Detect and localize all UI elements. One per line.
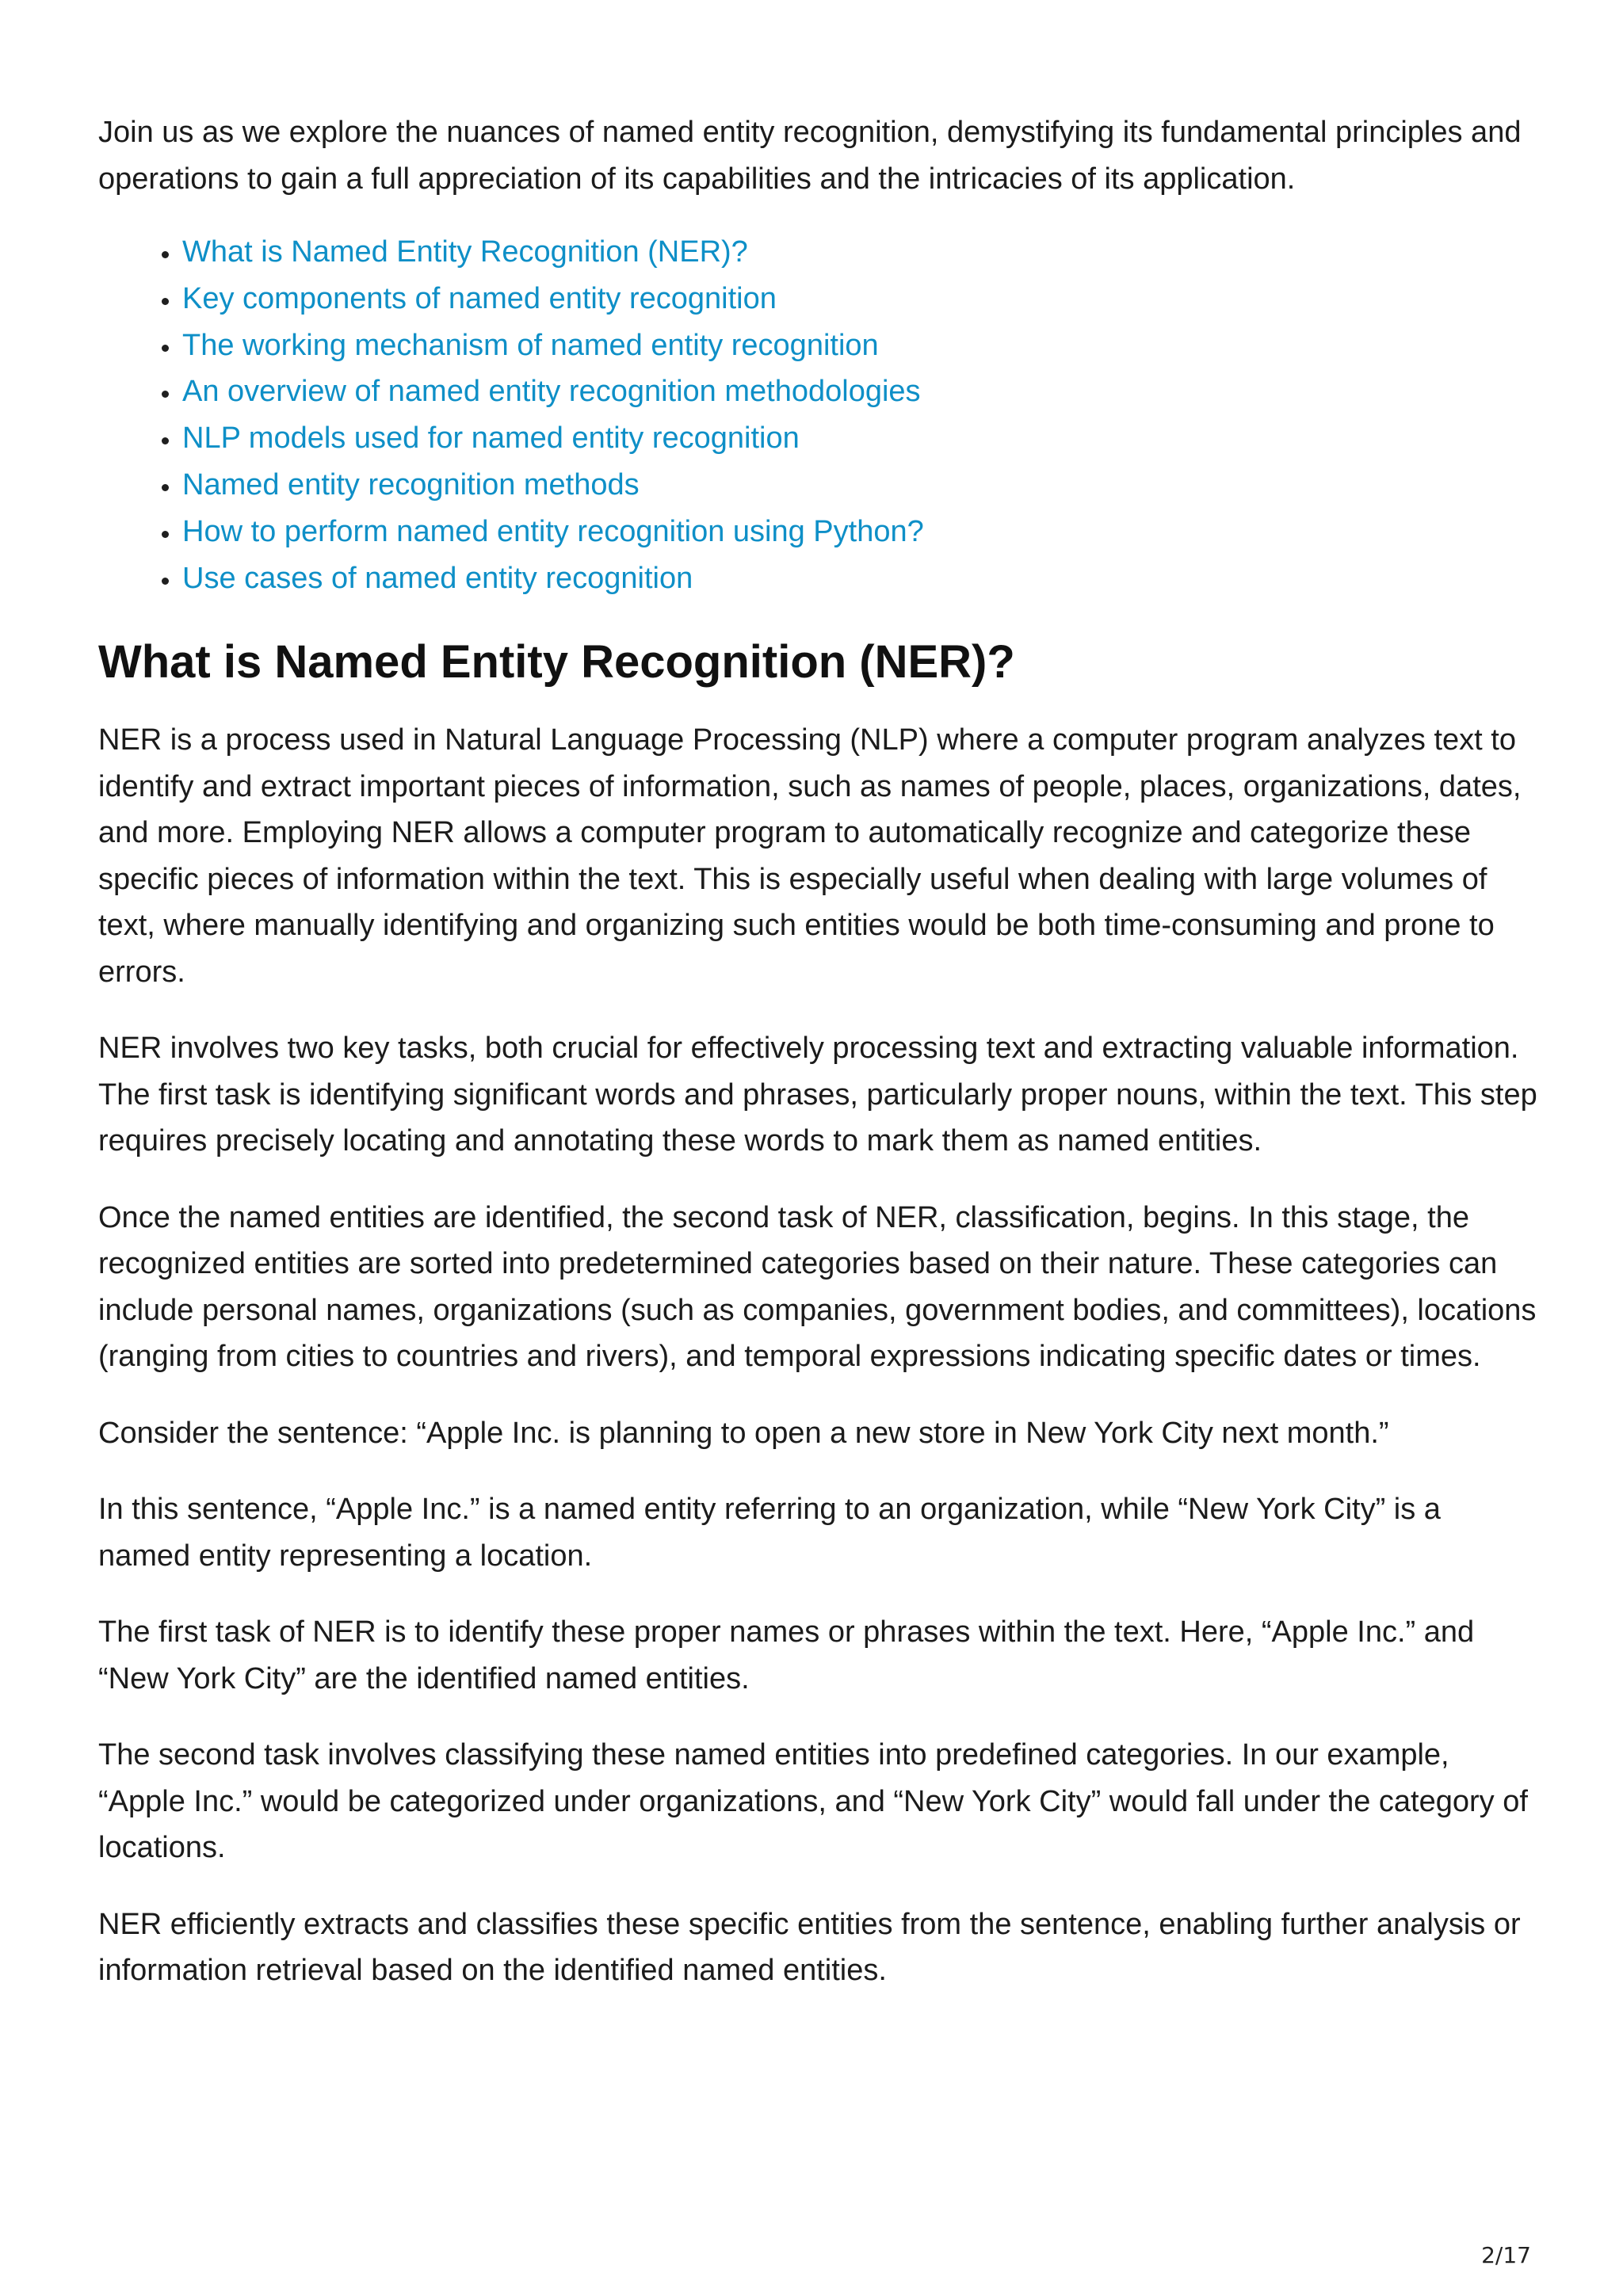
- toc-link-use-cases[interactable]: Use cases of named entity recognition: [182, 561, 693, 595]
- article-body: [98, 109, 1541, 2024]
- body-paragraph: The second task involves classifying these named entities into predefined categories. In our example, “Apple Inc.” would be categorized under organizations, and “New York City” would fall under the category of locations.: [98, 1738, 1528, 1865]
- body-paragraph: Once the named entities are identified, the second task of NER, classification, begins. In this stage, the recognized entities are sorted into predetermined categories based on their nature. These categories can include personal names, organizations (such as companies, government bodies, and committees), locations (ranging from cities to countries and rivers), and temporal expressions indicating specific dates or times.: [98, 1200, 1537, 1374]
- toc-item: [181, 415, 1541, 462]
- table-of-contents: [98, 229, 1541, 601]
- toc-item: [181, 276, 1541, 322]
- intro-paragraph: Join us as we explore the nuances of named entity recognition, demystifying its fundamental principles and operations to gain a full appreciation of its capabilities and the intricacies of its application.: [98, 116, 1522, 196]
- toc-item: [181, 462, 1541, 509]
- toc-item: [181, 229, 1541, 276]
- toc-link-methodologies-overview[interactable]: An overview of named entity recognition methodologies: [182, 375, 921, 409]
- body-paragraph: Consider the sentence: “Apple Inc. is planning to open a new store in New York City next month.”: [98, 1416, 1389, 1450]
- toc-item: [181, 509, 1541, 555]
- body-paragraph: NER involves two key tasks, both crucial for effectively processing text and extracting valuable information. The first task is identifying significant words and phrases, particularly proper nouns, within the text. This step requires precisely locating and annotating these words to mark them as named entities.: [98, 1032, 1537, 1158]
- body-paragraph: The first task of NER is to identify these proper names or phrases within the text. Here, “Apple Inc.” and “New York City” are the identified named entities.: [98, 1615, 1475, 1695]
- body-paragraph: NER is a process used in Natural Language Processing (NLP) where a computer program analyzes text to identify and extract important pieces of information, such as names of people, places, organizations, dates, and more. Employing NER allows a computer program to automatically recognize and categorize these specific pieces of information within the text. This is especially useful when dealing with large volumes of text, where manually identifying and organizing such entities would be both time-consuming and prone to errors.: [98, 723, 1522, 989]
- body-paragraph: In this sentence, “Apple Inc.” is a named entity referring to an organization, while “New York City” is a named entity representing a location.: [98, 1493, 1441, 1573]
- toc-link-working-mechanism[interactable]: The working mechanism of named entity recognition: [182, 328, 879, 362]
- page-number: 2/17: [1481, 2242, 1531, 2268]
- toc-item: [181, 368, 1541, 415]
- toc-item: [181, 322, 1541, 369]
- toc-link-nlp-models[interactable]: NLP models used for named entity recognition: [182, 421, 800, 456]
- toc-link-python-howto[interactable]: How to perform named entity recognition using Python?: [182, 514, 924, 548]
- section-heading: What is Named Entity Recognition (NER)?: [98, 636, 1015, 688]
- toc-link-key-components[interactable]: Key components of named entity recognition: [182, 281, 777, 315]
- toc-link-what-is-ner[interactable]: What is Named Entity Recognition (NER)?: [182, 235, 748, 269]
- toc-link-ner-methods[interactable]: Named entity recognition methods: [182, 467, 640, 502]
- body-paragraph: NER efficiently extracts and classifies these specific entities from the sentence, enabling further analysis or information retrieval based on the identified named entities.: [98, 1907, 1521, 1988]
- toc-item: [181, 555, 1541, 602]
